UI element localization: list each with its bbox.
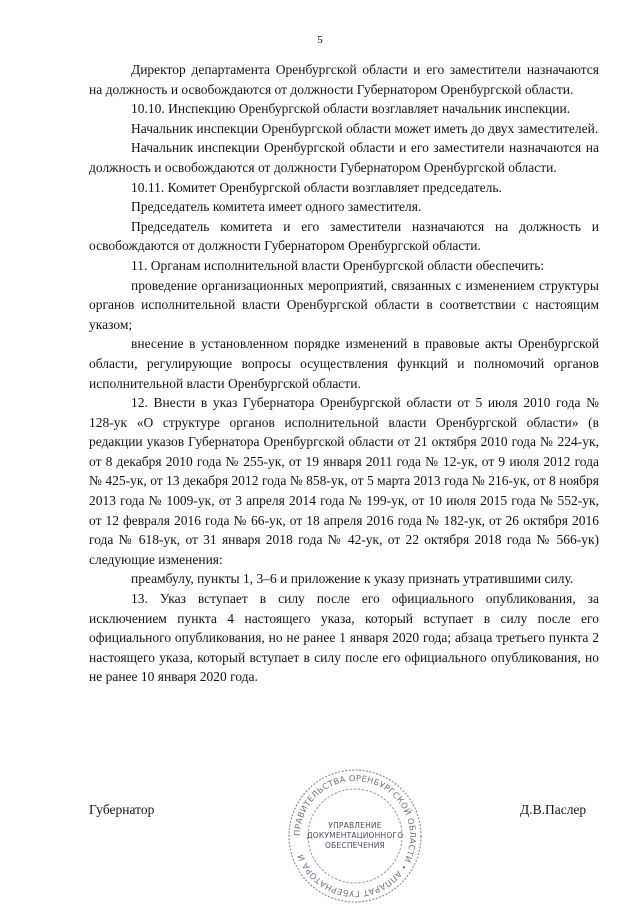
document-body (89, 60, 599, 687)
stamp-line: ОБЕСПЕЧЕНИЯ (325, 841, 385, 850)
paragraph: 11. Органам исполнительной власти Оренбургской области обеспечить: (131, 257, 545, 273)
paragraph: 12. Внести в указ Губернатора Оренбургской области от 5 июля 2010 года № 128-ук «О структуре органов исполнительной власти Оренбургской области» (в редакции указов Губернатора Оренбургской области от 21 октября 2010 года № 224-ук, от 8 декабря 2010 года № 255-ук, от 19 января 2011 года № 12-ук, от 9 июля 2012 года № 425-ук, от 13 декабря 2012 года № 858-ук, от 5 марта 2013 года № 216-ук, от 8 ноября 2013 года № 1009-ук, от 3 апреля 2014 года № 199-ук, от 10 июля 2015 года № 552-ук, от 12 февраля 2016 года № 66-ук, от 18 апреля 2016 года № 182-ук, от 26 октября 2016 года № 618-ук, от 31 января 2018 года № 42-ук, от 22 октября 2018 года № 566-ук) следующие изменения: (89, 395, 599, 567)
signatory-name: Д.В.Паслер (520, 802, 587, 817)
paragraph: Директор департамента Оренбургской области и его заместители назначаются на должность и освобождаются от должности Губернатором Оренбургской области. (89, 62, 599, 97)
paragraph: 10.10. Инспекцию Оренбургской области возглавляет начальник инспекции. (131, 101, 571, 117)
paragraph: 13. Указ вступает в силу после его официального опубликования, за исключением пункта 4 настоящего указа, который вступает в силу после его официального опубликования, но не ранее 1 января 2020 года; абзаца третьего пункта 2 настоящего указа, который вступает в силу после его официального опубликования, но не ранее 10 января 2020 года. (89, 591, 599, 685)
stamp-ring-text: ПРАВИТЕЛЬСТВА ОРЕНБУРГСКОЙ ОБЛАСТИ • АППАРАТ ГУБЕРНАТОРА И (291, 772, 419, 900)
paragraph: преамбулу, пункты 1, 3–6 и приложение к указу признать утратившими силу. (131, 571, 574, 587)
paragraph: Начальник инспекции Оренбургской области и его заместители назначаются на должность и освобождаются от должности Губернатором Оренбургской области. (89, 140, 599, 175)
signatory-title: Губернатор (89, 802, 155, 817)
official-stamp (285, 766, 425, 906)
stamp-center-text (285, 766, 425, 906)
paragraph: Председатель комитета имеет одного заместителя. (131, 199, 422, 215)
paragraph: внесение в установленном порядке изменений в правовые акты Оренбургской области, регулирующие вопросы осуществления функций и полномочий органов исполнительной власти Оренбургской области. (89, 336, 599, 391)
page-number: 5 (317, 34, 323, 46)
paragraph: Начальник инспекции Оренбургской области может иметь до двух заместителей. (131, 120, 599, 136)
paragraph: 10.11. Комитет Оренбургской области возглавляет председатель. (131, 179, 502, 195)
paragraph: Председатель комитета и его заместители назначаются на должность и освобождаются от должности Губернатором Оренбургской области. (89, 218, 599, 254)
paragraph: проведение организационных мероприятий, связанных с изменением структуры органов исполнительной власти Оренбургской области в соответствии с настоящим указом; (89, 277, 599, 332)
stamp-line: УПРАВЛЕНИЕ (328, 821, 382, 830)
stamp-line: ДОКУМЕНТАЦИОННОГО (306, 831, 404, 840)
